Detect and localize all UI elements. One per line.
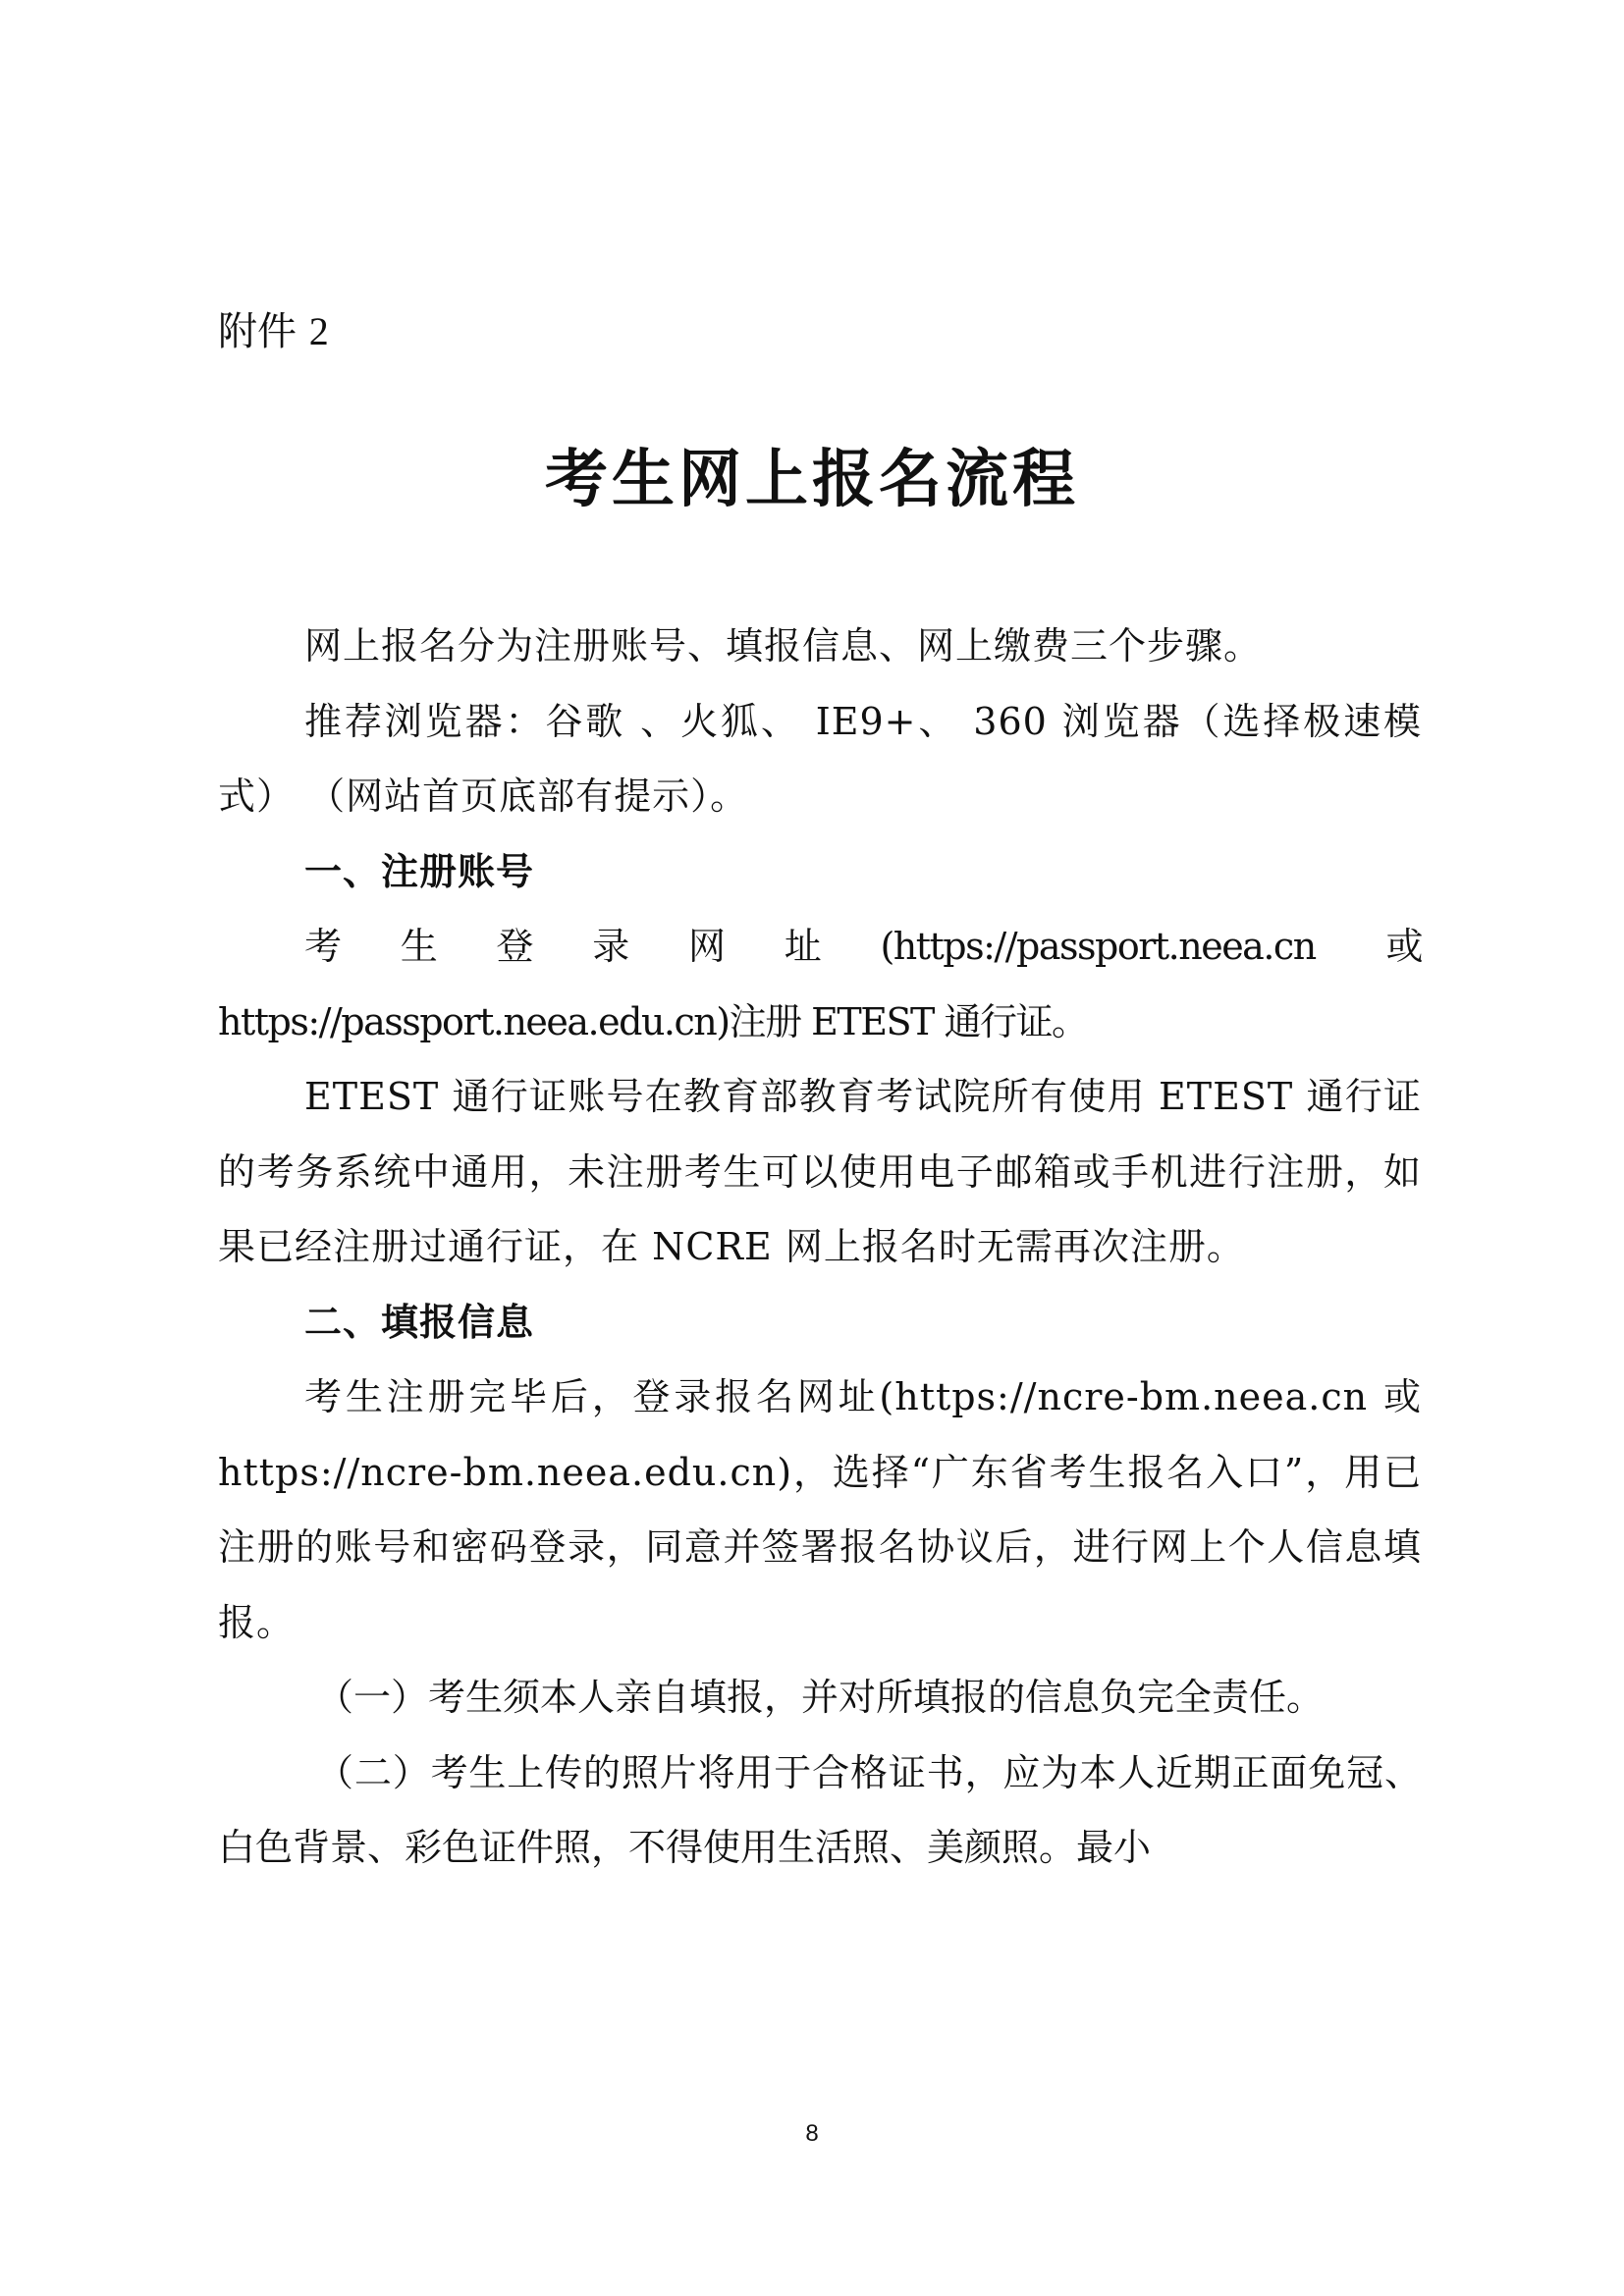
paragraph-etest-account: ETEST 通行证账号在教育部教育考试院所有使用 ETEST 通行证的考务系统中通用，未注册考生可以使用电子邮箱或手机进行注册，如果已经注册过通行证，在 NCRE 网上报名时无需再次注册。 xyxy=(218,1075,1422,1268)
section-heading-fill-info: 二、填报信息 xyxy=(304,1300,535,1344)
document-body xyxy=(218,609,1422,1886)
paragraph-steps: 网上报名分为注册账号、填报信息、网上缴费三个步骤。 xyxy=(304,624,1263,667)
paragraph-browsers: 推荐浏览器：谷歌 、火狐、 IE9+、 360 浏览器（选择极速模式） （网站首页底部有提示）。 xyxy=(218,699,1422,818)
page-number: 8 xyxy=(805,2120,819,2147)
paragraph-item-two: （二）考生上传的照片将用于合格证书，应为本人近期正面免冠、白色背景、彩色证件照，不得使用生活照、美颜照。最小 xyxy=(218,1750,1422,1869)
attachment-label-text: 附件 xyxy=(218,309,297,354)
section-heading-register: 一、注册账号 xyxy=(304,849,535,893)
attachment-label xyxy=(218,302,329,361)
paragraph-login-register: 考生注册完毕后，登录报名网址(https://ncre-bm.neea.cn 或 https://ncre-bm.neea.edu.cn)，选择“广东省考生报名入口”，用已注册的账号和密码登录，同意并签署报名协议后，进行网上个人信息填报。 xyxy=(218,1375,1422,1644)
paragraph-item-one: （一）考生须本人亲自填报，并对所填报的信息负完全责任。 xyxy=(316,1676,1325,1719)
page-title: 考生网上报名流程 xyxy=(545,444,1079,516)
paragraph-register-url: 考生登录网址(https://passport.neea.cn 或 https://passport.neea.edu.cn)注册 ETEST 通行证。 xyxy=(218,925,1422,1043)
attachment-number: 2 xyxy=(308,309,329,353)
